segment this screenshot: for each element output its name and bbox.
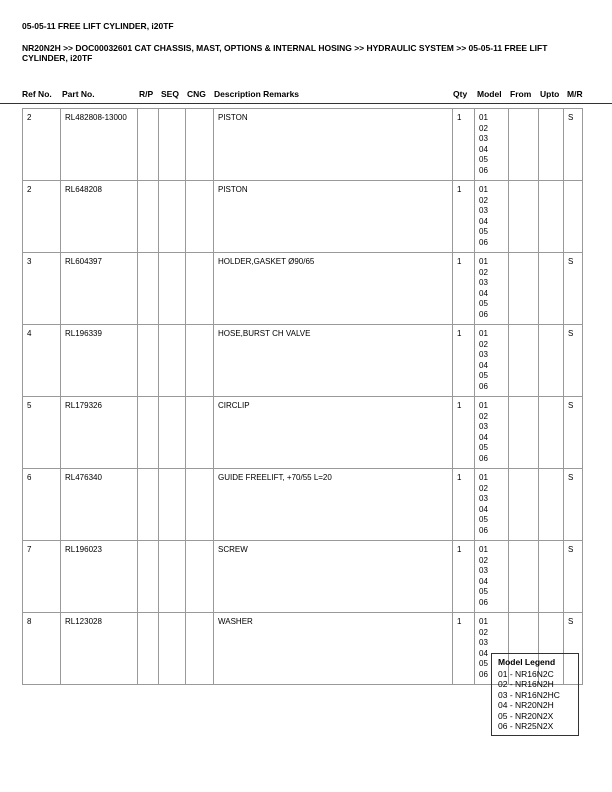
breadcrumb: NR20N2H >> DOC00032601 CAT CHASSIS, MAST, OPTIONS & INTERNAL HOSING >> HYDRAULIC SYSTEM >> 05-05-11 FREE LIFT CYLINDER, i20TF <box>22 43 548 63</box>
mr-cell: S <box>564 469 583 541</box>
seq-cell <box>159 469 186 541</box>
cng-cell <box>186 181 214 253</box>
table-row <box>23 469 583 541</box>
rp-cell <box>138 613 159 685</box>
mr-cell: S <box>564 541 583 613</box>
ref-cell: 7 <box>23 541 61 613</box>
part-number-cell: RL196339 <box>61 325 138 397</box>
part-number-cell: RL179326 <box>61 397 138 469</box>
rp-cell <box>138 325 159 397</box>
legend-item: 03 - NR16N2HC <box>498 689 560 700</box>
rp-cell <box>138 541 159 613</box>
table-header <box>0 88 612 104</box>
cng-cell <box>186 541 214 613</box>
model-cell: 01 02 03 04 05 06 <box>475 397 509 469</box>
cng-cell <box>186 613 214 685</box>
from-cell <box>509 397 539 469</box>
description-cell: PISTON <box>214 109 453 181</box>
seq-cell <box>159 181 186 253</box>
col-seq: SEQ <box>161 89 179 99</box>
legend-item: 05 - NR20N2X <box>498 710 554 721</box>
parts-table <box>22 108 583 685</box>
part-number-cell: RL648208 <box>61 181 138 253</box>
col-ref: Ref No. <box>22 89 52 99</box>
model-cell: 01 02 03 04 05 06 <box>475 253 509 325</box>
part-number-cell: RL604397 <box>61 253 138 325</box>
qty-cell: 1 <box>453 397 475 469</box>
legend-item: 06 - NR25N2X <box>498 721 554 731</box>
table-row <box>23 325 583 397</box>
part-number-cell: RL482808-13000 <box>61 109 138 181</box>
rp-cell <box>138 397 159 469</box>
rp-cell <box>138 469 159 541</box>
upto-cell <box>539 541 564 613</box>
ref-cell: 5 <box>23 397 61 469</box>
upto-cell <box>539 253 564 325</box>
ref-cell: 3 <box>23 253 61 325</box>
table-row <box>23 109 583 181</box>
model-cell: 01 02 03 04 05 06 <box>475 469 509 541</box>
page-title: 05-05-11 FREE LIFT CYLINDER, i20TF <box>22 21 174 31</box>
from-cell <box>509 325 539 397</box>
description-cell: HOLDER,GASKET Ø90/65 <box>214 253 453 325</box>
model-legend <box>491 653 579 736</box>
qty-cell: 1 <box>453 541 475 613</box>
legend-item: 02 - NR16N2H <box>498 679 554 689</box>
seq-cell <box>159 109 186 181</box>
qty-cell: 1 <box>453 469 475 541</box>
upto-cell <box>539 325 564 397</box>
col-part: Part No. <box>62 89 95 99</box>
cng-cell <box>186 397 214 469</box>
description-cell: WASHER <box>214 613 453 685</box>
from-cell <box>509 541 539 613</box>
rp-cell <box>138 109 159 181</box>
mr-cell: S <box>564 253 583 325</box>
mr-cell: S <box>564 397 583 469</box>
col-from: From <box>510 89 532 99</box>
ref-cell: 8 <box>23 613 61 685</box>
cng-cell <box>186 325 214 397</box>
ref-cell: 4 <box>23 325 61 397</box>
description-cell: GUIDE FREELIFT, +70/55 L=20 <box>214 469 453 541</box>
qty-cell: 1 <box>453 253 475 325</box>
qty-cell: 1 <box>453 613 475 685</box>
part-number-cell: RL476340 <box>61 469 138 541</box>
model-cell: 01 02 03 04 05 06 <box>475 325 509 397</box>
rp-cell <box>138 253 159 325</box>
qty-cell: 1 <box>453 181 475 253</box>
description-cell: HOSE,BURST CH VALVE <box>214 325 453 397</box>
col-qty: Qty <box>453 89 468 99</box>
description-cell: SCREW <box>214 541 453 613</box>
qty-cell: 1 <box>453 109 475 181</box>
legend-item: 04 - NR20N2H <box>498 700 554 710</box>
qty-cell: 1 <box>453 325 475 397</box>
legend-item: 01 - NR16N2C <box>498 668 554 679</box>
part-number-cell: RL123028 <box>61 613 138 685</box>
col-model: Model <box>477 89 502 99</box>
ref-cell: 2 <box>23 181 61 253</box>
col-mr: M/R <box>567 89 583 99</box>
seq-cell <box>159 397 186 469</box>
seq-cell <box>159 613 186 685</box>
mr-cell: S <box>564 325 583 397</box>
from-cell <box>509 109 539 181</box>
ref-cell: 6 <box>23 469 61 541</box>
col-desc: Description Remarks <box>214 89 300 99</box>
part-number-cell: RL196023 <box>61 541 138 613</box>
description-cell: CIRCLIP <box>214 397 453 469</box>
mr-cell <box>564 181 583 253</box>
cng-cell <box>186 253 214 325</box>
table-row <box>23 541 583 613</box>
cng-cell <box>186 109 214 181</box>
seq-cell <box>159 253 186 325</box>
mr-cell: S <box>564 109 583 181</box>
seq-cell <box>159 325 186 397</box>
description-cell: PISTON <box>214 181 453 253</box>
from-cell <box>509 469 539 541</box>
table-row <box>23 397 583 469</box>
col-rp: R/P <box>139 89 154 99</box>
legend-title: Model Legend <box>498 657 556 667</box>
model-cell: 01 02 03 04 05 06 <box>475 109 509 181</box>
col-cng: CNG <box>187 89 206 99</box>
col-upto: Upto <box>540 89 560 99</box>
ref-cell: 2 <box>23 109 61 181</box>
model-cell: 01 02 03 04 05 06 <box>475 541 509 613</box>
rp-cell <box>138 181 159 253</box>
from-cell <box>509 181 539 253</box>
mr-cell: S <box>564 613 583 685</box>
model-cell: 01 02 03 04 05 06 <box>475 613 509 685</box>
upto-cell <box>539 181 564 253</box>
upto-cell <box>539 109 564 181</box>
upto-cell <box>539 397 564 469</box>
from-cell <box>509 253 539 325</box>
table-row <box>23 181 583 253</box>
table-row <box>23 253 583 325</box>
upto-cell <box>539 469 564 541</box>
model-cell: 01 02 03 04 05 06 <box>475 181 509 253</box>
seq-cell <box>159 541 186 613</box>
cng-cell <box>186 469 214 541</box>
